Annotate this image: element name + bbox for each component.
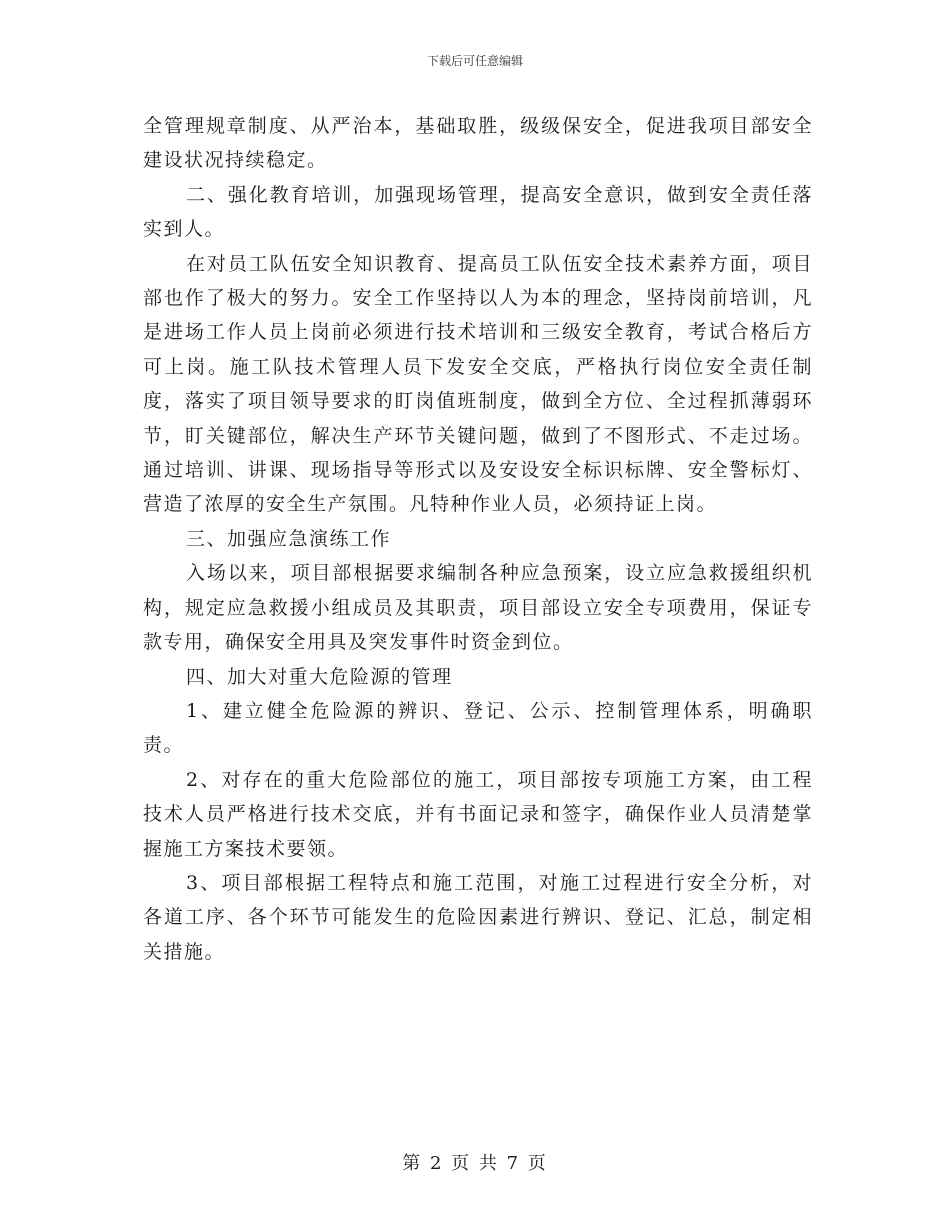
list-item-3: 3、项目部根据工程特点和施工范围，对施工过程进行安全分析，对各道工序、各个环节可能发生的危险因素进行辨识、登记、汇总，制定相关措施。	[143, 871, 813, 963]
page-number-footer: 第 2 页 共 7 页	[402, 1153, 548, 1174]
list-item-2: 2、对存在的重大危险部位的施工，项目部按专项施工方案，由工程技术人员严格进行技术交底，并有书面记录和签字，确保作业人员清楚掌握施工方案技术要领。	[143, 768, 813, 860]
section-heading-2: 二、强化教育培训，加强现场管理，提高安全意识，做到安全责任落实到人。	[143, 183, 813, 241]
section-heading-4: 四、加大对重大危险源的管理	[186, 665, 453, 688]
paragraph-continuation: 全管理规章制度、从严治本，基础取胜，级级保安全，促进我项目部安全建设状况持续稳定。	[143, 115, 813, 172]
document-body	[143, 109, 813, 969]
section-heading-3: 三、加强应急演练工作	[186, 527, 392, 550]
page-header: 下载后可任意编辑	[426, 54, 523, 68]
paragraph-emergency-drill: 入场以来，项目部根据要求编制各种应急预案，设立应急救援组织机构，规定应急救援小组成员及其职责，项目部设立安全专项费用，保证专款专用，确保安全用具及突发事件时资金到位。	[143, 562, 813, 654]
paragraph-education-training: 在对员工队伍安全知识教育、提高员工队伍安全技术素养方面，项目部也作了极大的努力。安全工作坚持以人为本的理念，坚持岗前培训，凡是进场工作人员上岗前必须进行技术培训和三级安全教育，考试合格后方可上岗。施工队技术管理人员下发安全交底，严格执行岗位安全责任制度，落实了项目领导要求的盯岗值班制度，做到全方位、全过程抓薄弱环节，盯关键部位，解决生产环节关键问题，做到了不图形式、不走过场。通过培训、讲课、现场指导等形式以及安设安全标识标牌、安全警标灯、营造了浓厚的安全生产氛围。凡特种作业人员，必须持证上岗。	[143, 252, 813, 516]
list-item-1: 1、建立健全危险源的辨识、登记、公示、控制管理体系，明确职责。	[143, 699, 813, 757]
